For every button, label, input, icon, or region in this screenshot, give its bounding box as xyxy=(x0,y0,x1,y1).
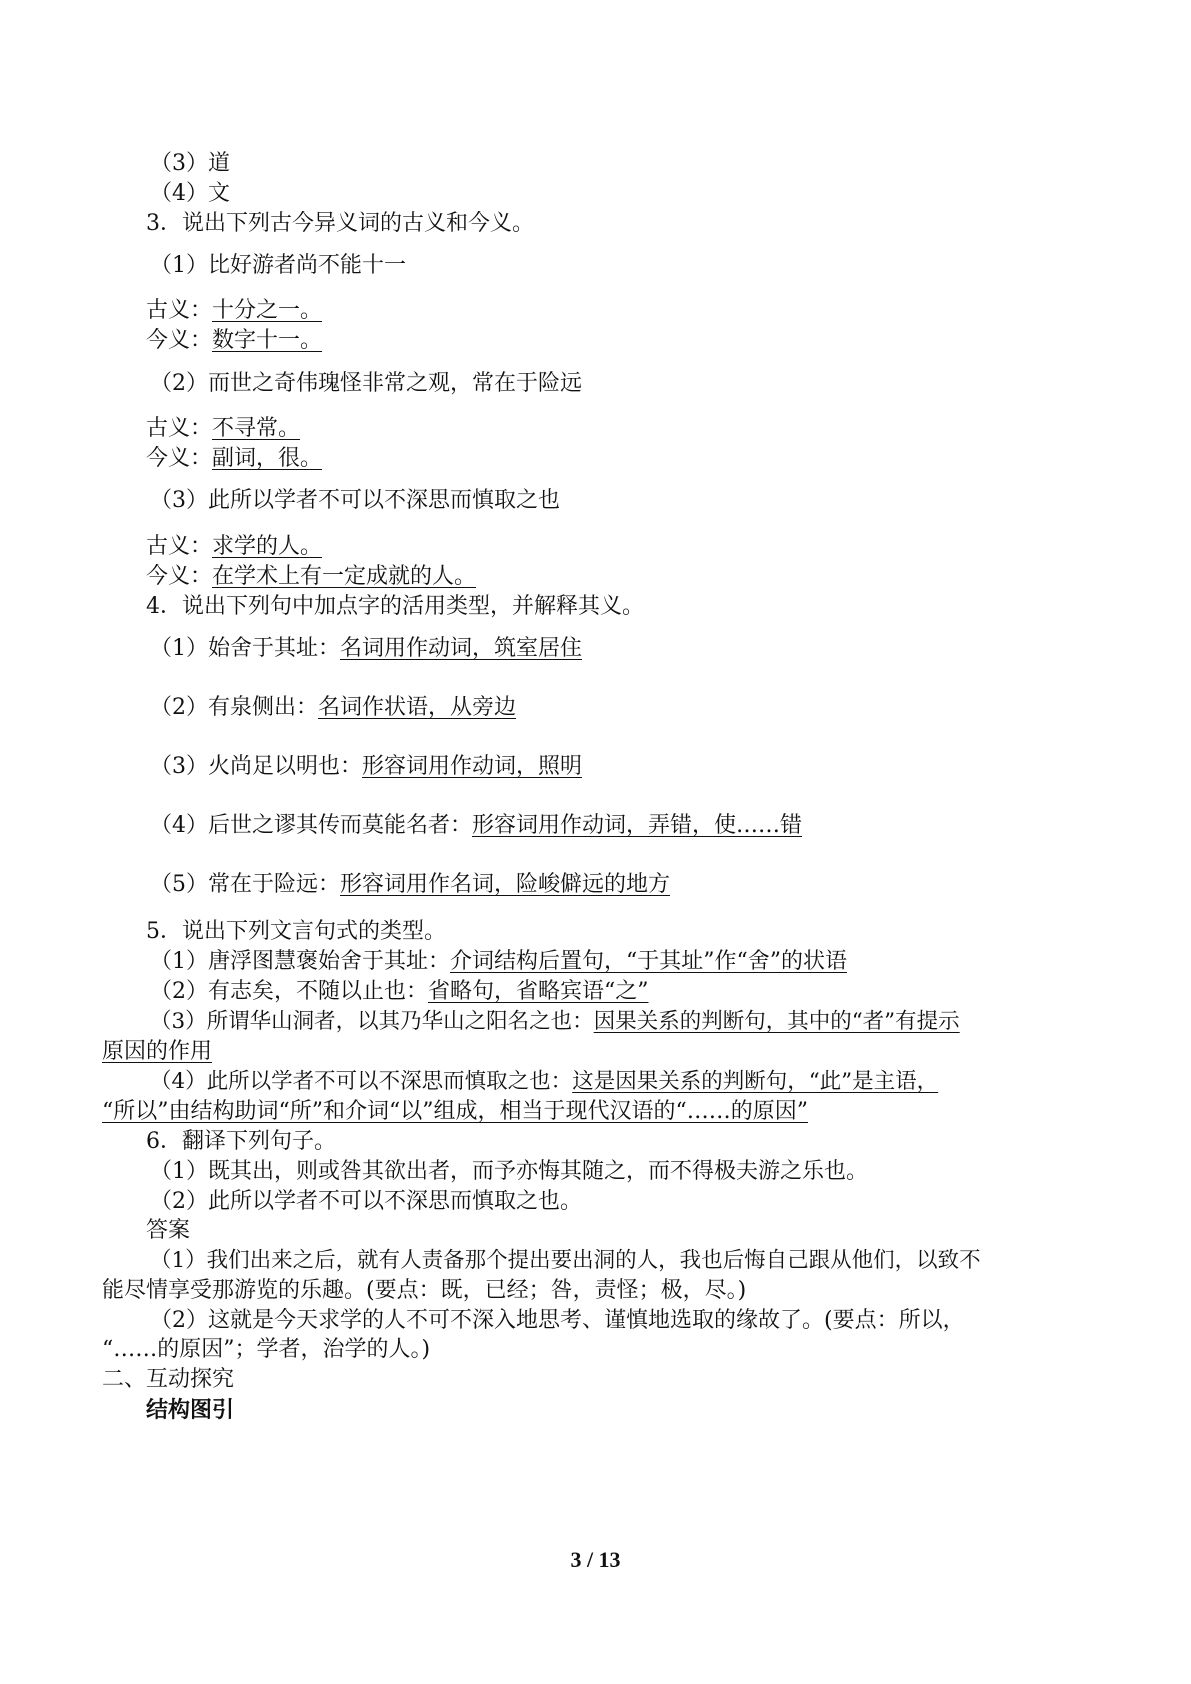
line-text: （4）文 xyxy=(150,181,230,206)
item-4-wen xyxy=(150,179,230,209)
line-label: （3）所谓华山洞者，以其乃华山之阳名之也： xyxy=(150,1009,594,1034)
answer-text: 名词用作动词，筑室居住 xyxy=(340,636,583,661)
line-label: （2）有泉侧出： xyxy=(150,695,318,720)
q5-item-3 xyxy=(150,1007,960,1037)
q6-item-1 xyxy=(150,1157,868,1187)
line-text: （2）这就是今天求学的人不可不深入地思考、谨慎地选取的缘故了。(要点：所以， xyxy=(150,1308,965,1333)
answer-text: “所以”由结构助词“所”和介词“以”组成，相当于现代汉语的“……的原因” xyxy=(102,1099,808,1124)
q6-item-2 xyxy=(150,1187,582,1217)
answer-text: 形容词用作动词，照明 xyxy=(362,754,583,779)
line-text: 5．说出下列文言句式的类型。 xyxy=(146,919,446,944)
q5-item-1 xyxy=(150,947,847,977)
q5-item-2 xyxy=(150,977,649,1007)
line-label: （4）后世之谬其传而莫能名者： xyxy=(150,813,472,838)
question-4-heading xyxy=(146,592,644,622)
line-text: （1）我们出来之后，就有人责备那个提出要出洞的人，我也后悔自己跟从他们，以致不 xyxy=(150,1248,981,1273)
q5-item-3-cont xyxy=(102,1037,212,1067)
answer-text: 这是因果关系的判断句，“此”是主语， xyxy=(572,1069,939,1094)
line-text: （2）而世之奇伟瑰怪非常之观，常在于险远 xyxy=(150,371,582,396)
answer-text: 介词结构后置句，“于其址”作“舍”的状语 xyxy=(450,949,847,974)
line-label: 古义： xyxy=(146,534,213,559)
page-number: 3 / 13 xyxy=(570,1547,621,1572)
answer-text: 在学术上有一定成就的人。 xyxy=(212,564,477,589)
line-label: （2）有志矣，不随以止也： xyxy=(150,979,428,1004)
answer-text: 十分之一。 xyxy=(212,298,323,323)
line-text: （2）此所以学者不可以不深思而慎取之也。 xyxy=(150,1189,582,1214)
line-label: （1）唐浮图慧褒始舍于其址： xyxy=(150,949,450,974)
answer-2-line-1 xyxy=(150,1306,965,1336)
q4-item-1 xyxy=(150,634,582,664)
line-label: 古义： xyxy=(146,416,213,441)
q3-item-3-modern xyxy=(146,562,476,592)
q3-item-3 xyxy=(150,486,560,516)
q3-item-2-modern xyxy=(146,444,322,474)
answer-heading xyxy=(146,1216,190,1246)
answer-text: 形容词用作名词，险峻僻远的地方 xyxy=(340,872,671,897)
answer-text: 数字十一。 xyxy=(212,328,323,353)
answer-1-line-1 xyxy=(150,1246,981,1276)
answer-text: 求学的人。 xyxy=(212,534,323,559)
line-label: （4）此所以学者不可以不深思而慎取之也： xyxy=(150,1069,573,1094)
line-label: 今义： xyxy=(146,564,213,589)
line-text: 二、互动探究 xyxy=(102,1367,235,1392)
line-text: （1）比好游者尚不能十一 xyxy=(150,253,406,278)
q3-item-1-ancient xyxy=(146,296,322,326)
line-label: （5）常在于险远： xyxy=(150,872,340,897)
item-3-dao xyxy=(150,149,230,179)
line-label: 今义： xyxy=(146,446,213,471)
answer-text: 因果关系的判断句，其中的“者”有提示 xyxy=(593,1009,960,1034)
structure-heading xyxy=(146,1395,234,1425)
answer-text: 形容词用作动词，弄错，使……错 xyxy=(472,813,803,838)
line-text: （1）既其出，则或咎其欲出者，而予亦悔其随之，而不得极夫游之乐也。 xyxy=(150,1159,868,1184)
question-5-heading xyxy=(146,917,446,947)
line-text: 6．翻译下列句子。 xyxy=(146,1129,336,1154)
q3-item-2 xyxy=(150,369,582,399)
line-text: （3）道 xyxy=(150,151,230,176)
line-label: 今义： xyxy=(146,328,213,353)
line-text: 结构图引 xyxy=(146,1397,235,1423)
line-text: “……的原因”；学者，治学的人。) xyxy=(102,1337,431,1362)
line-text: 能尽情享受那游览的乐趣。(要点：既，已经；咎，责怪；极，尽。) xyxy=(102,1278,747,1303)
line-label: 古义： xyxy=(146,298,213,323)
question-6-heading xyxy=(146,1127,336,1157)
q3-item-2-ancient xyxy=(146,414,300,444)
q4-item-5 xyxy=(150,870,670,900)
q3-item-1-modern xyxy=(146,326,322,356)
q3-item-3-ancient xyxy=(146,532,322,562)
answer-text: 原因的作用 xyxy=(102,1039,213,1064)
q5-item-4 xyxy=(150,1067,938,1097)
q3-item-1 xyxy=(150,251,406,281)
line-label: （1）始舍于其址： xyxy=(150,636,340,661)
q5-item-4-cont xyxy=(102,1097,808,1127)
line-text: 答案 xyxy=(146,1218,191,1243)
line-label: （3）火尚足以明也： xyxy=(150,754,362,779)
answer-text: 副词，很。 xyxy=(212,446,323,471)
answer-1-line-2 xyxy=(102,1276,746,1306)
q4-item-2 xyxy=(150,693,516,723)
q4-item-3 xyxy=(150,752,582,782)
line-text: 4．说出下列句中加点字的活用类型，并解释其义。 xyxy=(146,594,644,619)
line-text: （3）此所以学者不可以不深思而慎取之也 xyxy=(150,488,560,513)
answer-2-line-2 xyxy=(102,1335,430,1365)
answer-text: 名词作状语，从旁边 xyxy=(318,695,517,720)
q4-item-4 xyxy=(150,811,802,841)
question-3-heading xyxy=(146,209,534,239)
section-2-heading xyxy=(102,1365,234,1395)
answer-text: 省略句，省略宾语“之” xyxy=(428,979,649,1004)
answer-text: 不寻常。 xyxy=(212,416,301,441)
line-text: 3．说出下列古今异义词的古义和今义。 xyxy=(146,211,534,236)
